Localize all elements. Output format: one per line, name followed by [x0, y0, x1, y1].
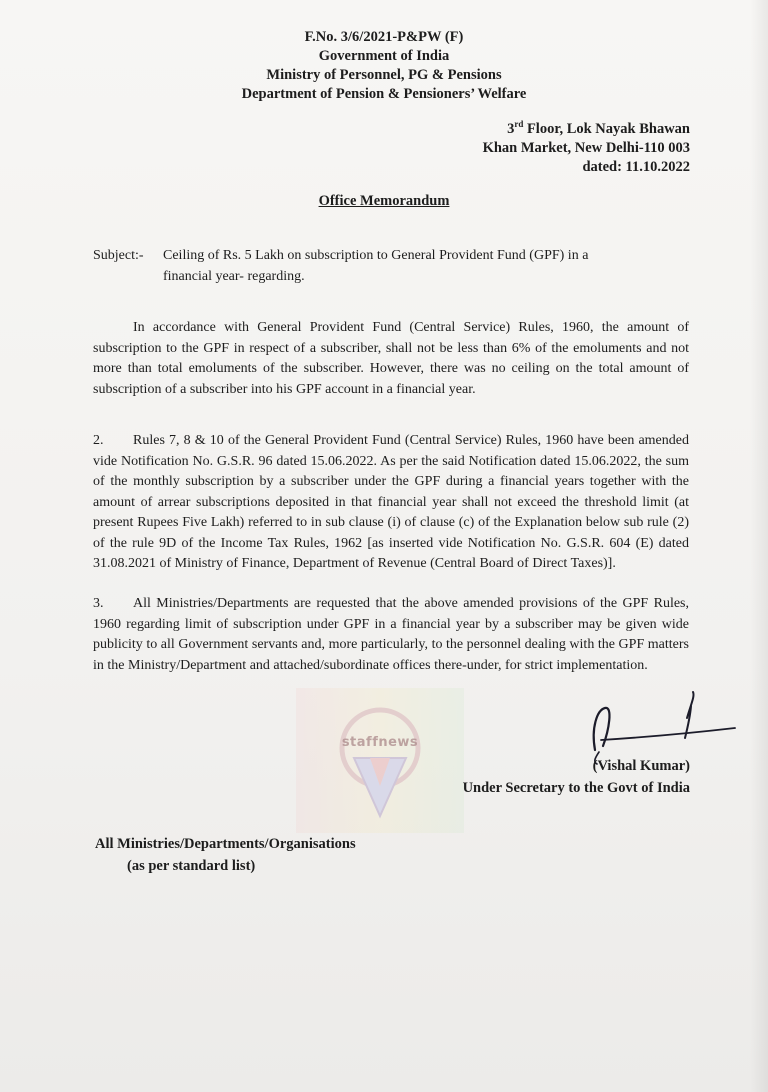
addressee-line-1: All Ministries/Departments/Organisations: [95, 836, 356, 852]
subject-block: [93, 245, 689, 287]
subject-label: Subject:-: [93, 248, 144, 263]
signatory-designation: Under Secretary to the Govt of India: [462, 780, 690, 796]
government-name: Government of India: [318, 48, 450, 64]
paragraph-2-number: 2.: [93, 433, 104, 448]
paragraph-3: [93, 594, 689, 676]
file-number: F.No. 3/6/2021-P&PW (F): [304, 29, 464, 45]
office-address: [483, 120, 690, 177]
memo-title: Office Memorandum: [318, 193, 450, 209]
paragraph-1: In accordance with General Provident Fund (Central Service) Rules, 1960, the amount of subscription to the GPF in respect of a subscriber, shall not be less than 6% of the emoluments and not more than total emoluments of the subscriber. However, there was no ceiling on the total amount of subscription of a subscriber into his GPF account in a financial year.: [93, 320, 689, 397]
staffnews-watermark-logo: [296, 688, 464, 833]
subject-line-1: Ceiling of Rs. 5 Lakh on subscription to General Provident Fund (GPF) in a: [163, 248, 589, 263]
address-line-2: Khan Market, New Delhi-110 003: [482, 140, 690, 156]
subject-line-2: financial year- regarding.: [163, 269, 305, 284]
address-floor: 3rd Floor, Lok Nayak Bhawan: [507, 119, 690, 137]
addressee-line-2: (as per standard list): [127, 858, 256, 874]
paragraph-3-text: All Ministries/Departments are requested that the above amended provisions of the GPF Rules, 1960 regarding limit of subscription under GPF in a financial year by a subscriber may be given wide publicity to all Government servants and, more particularly, to the personnel dealing with the GPF matters in the Ministry/Department and attached/subordinate offices there-under, for strict implementation.: [93, 596, 689, 673]
signatory-block: [463, 755, 690, 799]
watermark-text: staffnews: [341, 735, 419, 750]
memo-date: dated: 11.10.2022: [582, 159, 690, 175]
letterhead: [0, 28, 768, 104]
paragraph-2: [93, 431, 689, 575]
department-name: Department of Pension & Pensioners’ Welfare: [241, 86, 527, 102]
ministry-name: Ministry of Personnel, PG & Pensions: [266, 67, 502, 83]
addressee-block: [95, 833, 356, 877]
paragraph-3-number: 3.: [93, 596, 104, 611]
paragraph-2-text: Rules 7, 8 & 10 of the General Provident Fund (Central Service) Rules, 1960 have been amended vide Notification No. G.S.R. 96 dated 15.06.2022. As per the said Notification dated 15.06.2022, the sum of the monthly subscription by a subscriber under the GPF during a financial years together with the amount of arrear subscriptions deposited in that financial year shall not exceed the threshold limit (at present Rupees Five Lakh) referred to in sub clause (i) of clause (c) of the Explanation below sub rule (2) of the rule 9D of the Income Tax Rules, 1962 [as inserted vide Notification No. G.S.R. 604 (E) dated 31.08.2021 of Ministry of Finance, Department of Revenue (Central Board of Direct Taxes)].: [93, 433, 689, 571]
page-edge-shadow: [750, 0, 768, 1092]
signatory-name: (Vishal Kumar): [592, 758, 690, 774]
